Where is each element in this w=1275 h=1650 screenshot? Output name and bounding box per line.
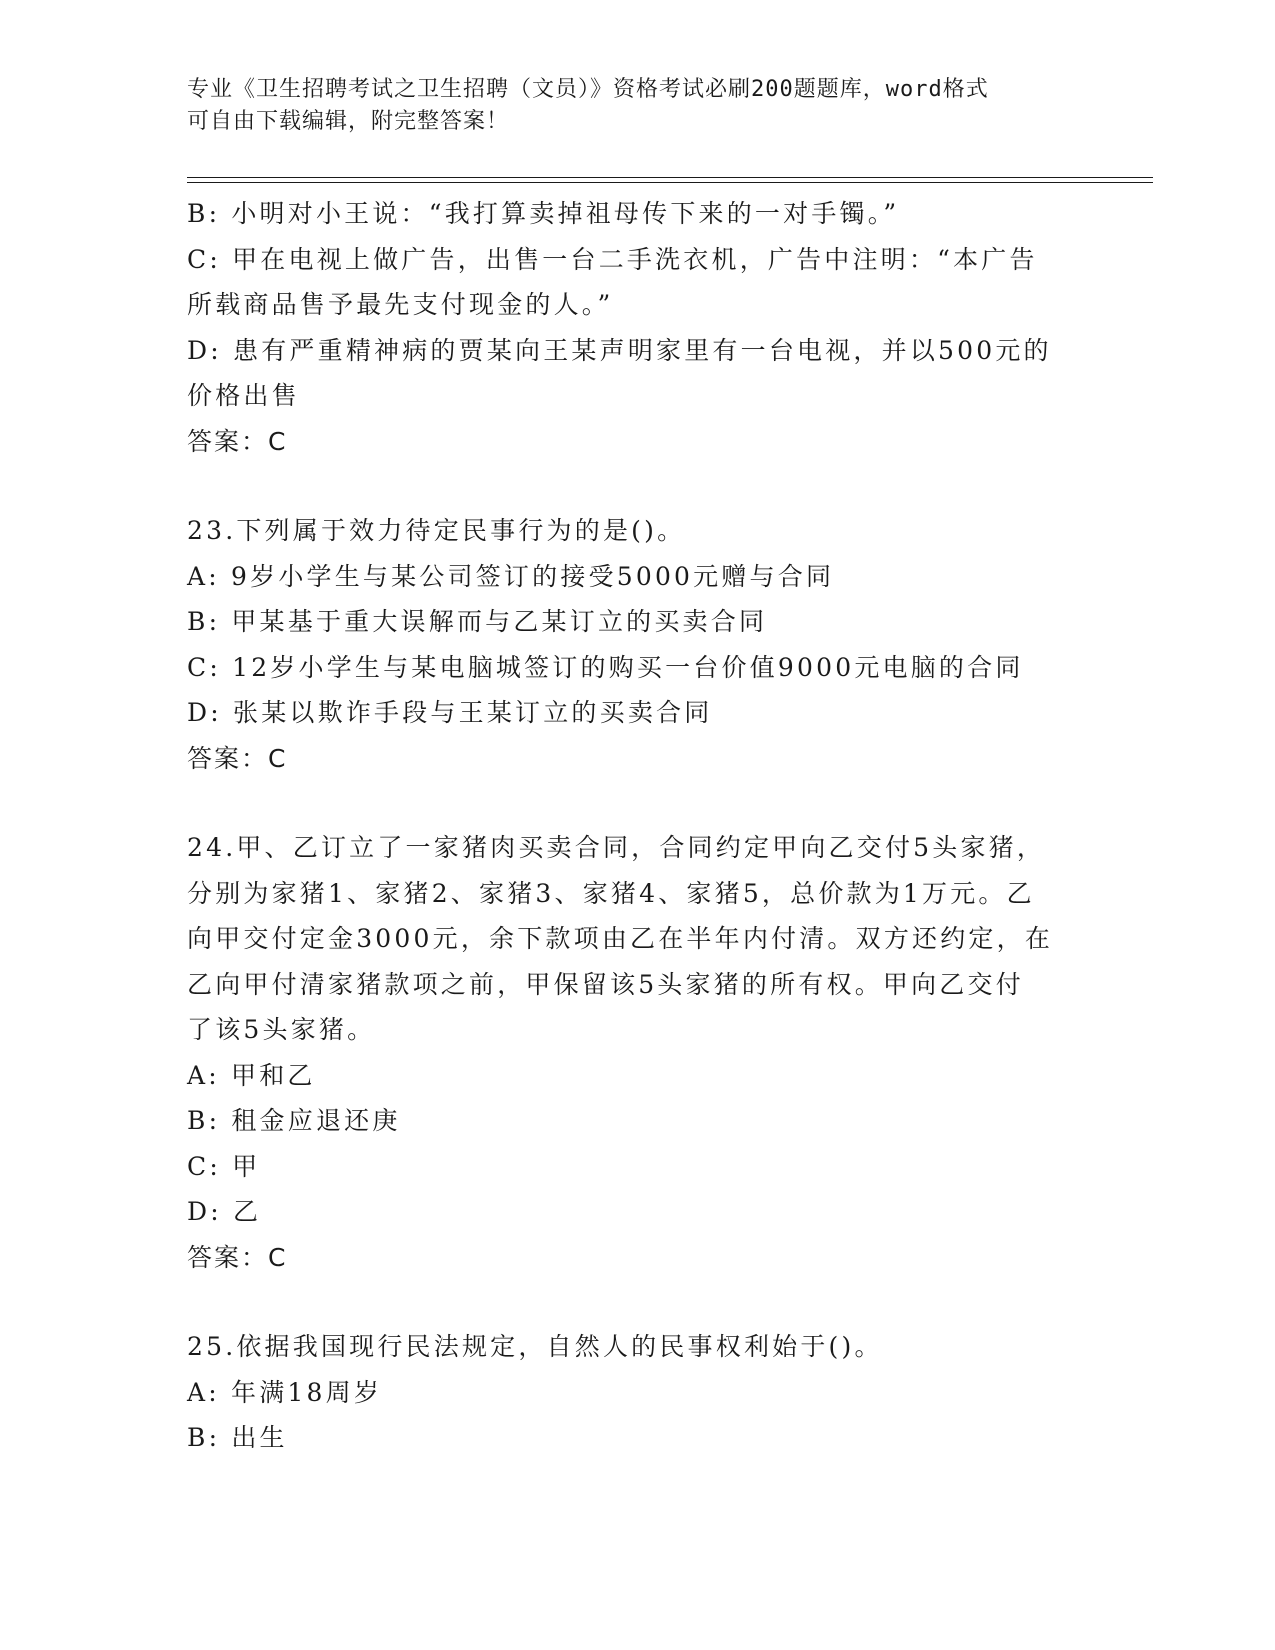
document-header — [187, 74, 1087, 138]
option-a: A: 9岁小学生与某公司签订的接受5000元赠与合同 — [187, 561, 835, 591]
option-c: C: 甲在电视上做广告，出售一台二手洗衣机，广告中注明：“本广告 — [187, 244, 1038, 274]
question-stem: 23.下列属于效力待定民事行为的是()。 — [187, 516, 686, 545]
option-b: B: 甲某基于重大误解而与乙某订立的买卖合同 — [187, 607, 768, 636]
option-a: A: 年满18周岁 — [187, 1377, 383, 1407]
question-spacer — [187, 781, 1087, 825]
question-spacer — [187, 1280, 1087, 1324]
question-25 — [187, 1324, 1087, 1461]
header-title-line-2: 可自由下载编辑，附完整答案！ — [187, 109, 510, 134]
answer-line: 答案：C — [187, 743, 288, 773]
header-rule-bottom — [187, 182, 1153, 183]
option-d-continued: 价格出售 — [187, 381, 300, 410]
question-stem-continued: 分别为家猪1、家猪2、家猪3、家猪4、家猪5，总价款为1万元。乙 — [187, 878, 1035, 908]
question-spacer — [187, 464, 1087, 508]
question-22-continued — [187, 191, 1087, 464]
option-c-continued: 所载商品售予最先支付现金的人。” — [187, 290, 614, 319]
answer-line: 答案：C — [187, 1242, 288, 1272]
option-b: B: 小明对小王说：“我打算卖掉祖母传下来的一对手镯。” — [187, 199, 900, 228]
option-c: C: 12岁小学生与某电脑城签订的购买一台价值9000元电脑的合同 — [187, 652, 1024, 682]
question-stem: 24.甲、乙订立了一家猪肉买卖合同，合同约定甲向乙交付5头家猪， — [187, 833, 1046, 862]
header-rule-top — [187, 177, 1153, 178]
question-stem-continued: 乙向甲付清家猪款项之前，甲保留该5头家猪的所有权。甲向乙交付 — [187, 969, 1024, 999]
document-body — [187, 191, 1087, 1461]
question-stem: 25.依据我国现行民法规定，自然人的民事权利始于()。 — [187, 1332, 883, 1361]
answer-line: 答案：C — [187, 426, 288, 456]
option-b: B: 出生 — [187, 1423, 288, 1452]
question-stem-continued: 了该5头家猪。 — [187, 1015, 376, 1044]
question-24 — [187, 825, 1087, 1280]
option-d: D: 张某以欺诈手段与王某订立的买卖合同 — [187, 698, 713, 727]
question-stem-continued: 向甲交付定金3000元，余下款项由乙在半年内付清。双方还约定，在 — [187, 924, 1054, 953]
option-d: D: 患有严重精神病的贾某向王某声明家里有一台电视，并以500元的 — [187, 335, 1052, 365]
option-d: D: 乙 — [187, 1197, 262, 1226]
question-23 — [187, 508, 1087, 781]
option-c: C: 甲 — [187, 1151, 261, 1181]
option-b: B: 租金应退还庚 — [187, 1106, 401, 1135]
header-title-line-1: 专业《卫生招聘考试之卫生招聘（文员）》资格考试必刷200题题库，word格式 — [187, 77, 989, 102]
option-a: A: 甲和乙 — [187, 1060, 316, 1090]
